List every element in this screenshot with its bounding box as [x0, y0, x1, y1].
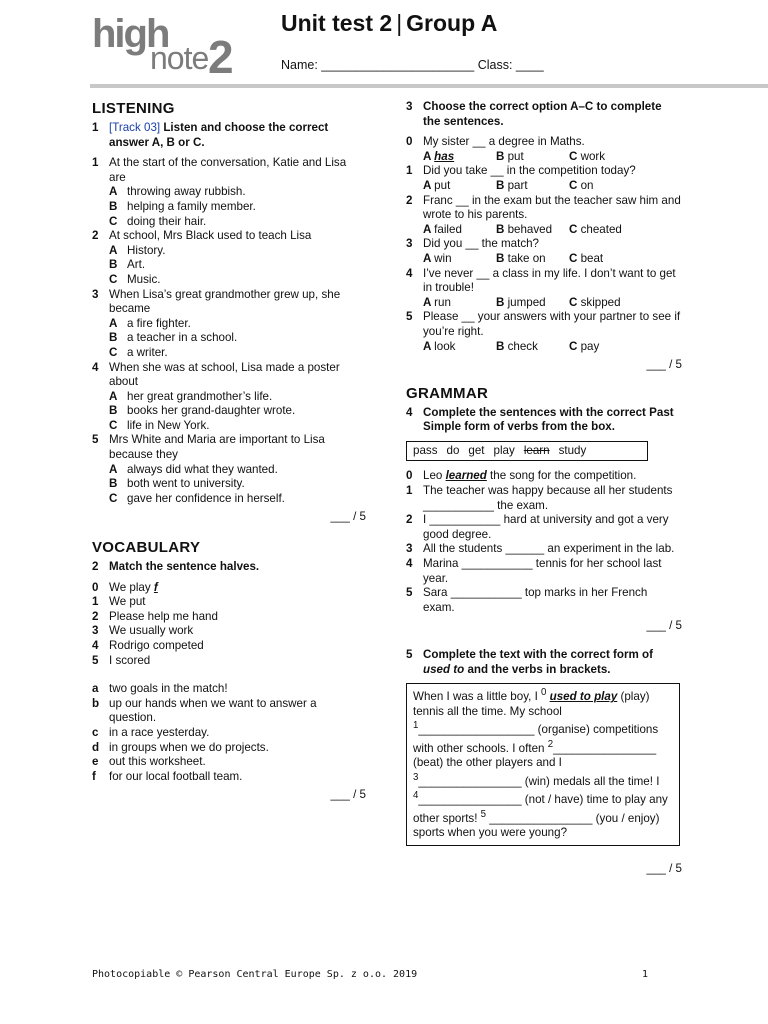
answer-option — [92, 317, 366, 332]
sentence-half: We usually work — [109, 624, 194, 638]
question-number: 1 — [92, 156, 99, 170]
vocabulary-instruction — [92, 560, 366, 575]
sentence-row — [406, 513, 682, 542]
logo-number: 2 — [208, 31, 234, 83]
option-text: part — [507, 178, 528, 192]
option-b — [496, 179, 569, 194]
vocabulary-heading: VOCABULARY — [92, 539, 201, 557]
listening-heading: LISTENING — [92, 100, 175, 117]
option-text: behaved — [507, 222, 553, 236]
question-text: Did you __ the match? — [423, 237, 540, 251]
sentence-half-text — [109, 654, 366, 669]
usedto-instruction — [406, 648, 682, 677]
usedto-score: ___ / 5 — [646, 861, 682, 875]
option-a — [423, 340, 496, 355]
answer-option — [92, 477, 366, 492]
question-row — [92, 433, 366, 462]
option-letter: C — [109, 345, 118, 359]
sentence-half: We play — [109, 580, 151, 594]
option-letter: B — [109, 404, 118, 418]
option-a — [423, 223, 496, 238]
item-number: 3 — [406, 542, 413, 556]
instruction-number: 5 — [406, 648, 413, 661]
sentence-half-text: in a race yesterday. — [109, 725, 210, 739]
option-letter: C — [569, 251, 581, 265]
answer-options — [406, 296, 682, 311]
instruction-number: 2 — [92, 560, 99, 574]
item-number: 2 — [406, 513, 413, 527]
option-b — [496, 340, 569, 355]
question-row — [406, 194, 682, 223]
option-letter: C — [569, 149, 581, 163]
option-text: has — [434, 149, 455, 163]
answer-option — [92, 492, 366, 507]
instruction-text: Match the sentence halves. — [109, 560, 260, 574]
sentence-half: We put — [109, 595, 146, 609]
sentence-half: I scored — [109, 653, 151, 667]
option-text: beat — [580, 251, 604, 265]
question-row — [406, 237, 682, 252]
choose-instruction — [406, 100, 682, 129]
option-letter: B — [496, 178, 508, 192]
question-text: Franc __ in the exam but the teacher saw him and wrote to his parents. — [423, 193, 681, 222]
answer-option — [92, 404, 366, 419]
answer-options — [406, 223, 682, 238]
instruction-number: 3 — [406, 100, 413, 113]
answer-options — [406, 179, 682, 194]
gap-number: 4 — [413, 790, 419, 802]
sentence-half-row — [92, 741, 366, 756]
option-c — [569, 150, 605, 165]
box-word: study — [558, 443, 587, 457]
sentence-half: Please help me hand — [109, 609, 218, 623]
option-c — [569, 296, 621, 311]
option-letter: A — [109, 185, 118, 199]
title-group: Group A — [406, 10, 498, 36]
question-text: Mrs White and Maria are important to Lisa because they — [109, 433, 325, 462]
option-c — [569, 179, 594, 194]
item-letter: f — [92, 769, 96, 783]
option-letter: B — [109, 258, 118, 272]
answer-option — [92, 273, 366, 288]
gap-number: 5 — [480, 808, 487, 820]
instruction-text-start: Complete the text with the correct form of — [423, 648, 653, 661]
item-number: 4 — [92, 639, 99, 652]
grammar-instruction — [406, 406, 682, 435]
sentence-row — [406, 484, 682, 513]
box-word: learn — [523, 443, 550, 457]
right-column — [406, 100, 682, 876]
sentence-half-text: up our hands when we want to answer a question. — [109, 696, 317, 725]
question-row — [92, 361, 366, 390]
listening-instruction — [92, 121, 366, 150]
gap-number: 2 — [547, 738, 554, 750]
option-b — [496, 223, 569, 238]
option-letter: C — [569, 178, 581, 192]
question-text: Did you take __ in the competition today? — [423, 164, 636, 178]
copyright-footer: Photocopiable © Pearson Central Europe Sp. z o.o. 2019 — [92, 969, 418, 980]
question-text: Please __ your answers with your partner to see if you’re right. — [423, 310, 681, 338]
used-to-text-box — [406, 683, 680, 846]
option-text: a fire fighter. — [127, 316, 191, 330]
answer-option — [92, 258, 366, 273]
option-letter: A — [109, 389, 118, 403]
example-text-start: Leo — [423, 469, 446, 483]
answer-option — [92, 244, 366, 259]
header-divider — [90, 84, 768, 88]
instruction-emphasis: used to — [423, 662, 465, 676]
option-a — [423, 179, 496, 194]
option-text: look — [434, 339, 456, 353]
question-text: At school, Mrs Black used to teach Lisa — [109, 229, 312, 243]
option-text: take on — [507, 251, 546, 265]
title-unit: Unit test 2 — [281, 10, 393, 36]
option-letter: B — [496, 251, 508, 265]
item-letter: d — [92, 740, 100, 754]
option-a — [423, 252, 496, 267]
vocabulary-first-halves — [92, 581, 366, 669]
option-letter: C — [109, 491, 118, 505]
option-text: doing their hair. — [127, 214, 207, 228]
example-answer: learned — [445, 469, 487, 483]
sentence-half-row — [92, 770, 366, 785]
option-text: gave her confidence in herself. — [127, 491, 285, 505]
box-word: play — [493, 443, 515, 457]
question-number: 5 — [406, 310, 413, 324]
question-number: 4 — [92, 360, 99, 374]
text-part: When I was a little boy, I — [413, 690, 542, 704]
option-b — [496, 296, 569, 311]
high-note-logo — [92, 10, 252, 83]
sentence-text: All the students ______ an experiment in the lab. — [423, 542, 675, 556]
gap-number: 0 — [541, 687, 547, 699]
question-text: I’ve never __ a class in my life. I don’t want to get in trouble! — [423, 266, 676, 295]
option-text: cheated — [580, 222, 622, 236]
grammar-sentences — [406, 484, 682, 615]
gap-number: 3 — [413, 771, 419, 783]
answer-options — [406, 252, 682, 267]
option-letter: C — [569, 222, 581, 236]
option-letter: C — [569, 339, 581, 353]
option-text: a teacher in a school. — [127, 331, 238, 345]
sentence-text: I ___________ hard at university and got a very good degree. — [423, 513, 669, 541]
question-number: 3 — [406, 237, 413, 251]
option-letter: A — [423, 178, 435, 192]
option-text: failed — [434, 222, 462, 236]
sentence-half-text — [109, 595, 366, 610]
sentence-half-row — [92, 624, 366, 639]
question-number: 2 — [406, 193, 413, 207]
sentence-half-text — [109, 639, 366, 654]
item-letter: e — [92, 755, 99, 769]
sentence-half-row — [92, 654, 366, 669]
option-text: both went to university. — [127, 477, 245, 491]
question-row — [92, 229, 366, 244]
option-text: run — [434, 295, 451, 309]
option-text: books her grand-daughter wrote. — [127, 404, 296, 418]
left-column — [92, 100, 366, 803]
item-number: 3 — [92, 624, 99, 638]
option-text: always did what they wanted. — [127, 462, 278, 476]
answer-options — [406, 340, 682, 355]
track-reference: [Track 03] — [109, 121, 161, 134]
question-row — [406, 164, 682, 179]
page-title — [281, 8, 497, 38]
sentence-half-row — [92, 697, 366, 726]
item-letter: a — [92, 682, 99, 696]
option-letter: C — [109, 418, 118, 432]
option-text: jumped — [507, 295, 546, 309]
option-c — [569, 252, 603, 267]
answer-option — [92, 419, 366, 434]
option-text: work — [580, 149, 606, 163]
option-text: Music. — [127, 272, 161, 286]
option-letter: B — [496, 222, 508, 236]
option-b — [496, 150, 569, 165]
text-part: __________________ (organise) competitions with other schools. I often — [413, 723, 659, 755]
question-row — [92, 288, 366, 317]
option-letter: B — [109, 477, 118, 491]
logo-note: note — [150, 40, 209, 76]
sentence-row — [406, 586, 682, 615]
sentence-text: Sara ___________ top marks in her French exam. — [423, 586, 648, 614]
question-number: 0 — [406, 135, 413, 149]
option-letter: C — [109, 272, 118, 286]
page-number: 1 — [642, 969, 649, 980]
word-box — [406, 441, 648, 462]
option-text: check — [507, 339, 538, 353]
option-letter: B — [496, 295, 508, 309]
sentence-half-row — [92, 682, 366, 697]
text-part: ________________ (beat) the other players and I — [413, 741, 657, 770]
sentence-half-row — [92, 726, 366, 741]
gap-number: 1 — [413, 720, 419, 732]
question-text: At the start of the conversation, Katie and Lisa are — [109, 156, 347, 184]
grammar-score: ___ / 5 — [646, 619, 682, 633]
sentence-row — [406, 557, 682, 586]
instruction-text: Complete the sentences with the correct Past Simple form of verbs from the box. — [423, 405, 674, 434]
sentence-half-row — [92, 610, 366, 625]
option-text: her great grandmother’s life. — [127, 389, 273, 403]
sentence-half-text — [109, 624, 366, 639]
option-text: on — [580, 178, 594, 192]
question-text: When Lisa’s great grandmother grew up, she became — [109, 287, 341, 316]
sentence-half-text: out this worksheet. — [109, 755, 206, 769]
item-number: 0 — [92, 580, 99, 594]
option-letter: A — [423, 222, 435, 236]
choose-questions — [406, 135, 682, 354]
option-letter: B — [496, 339, 508, 353]
option-b — [496, 252, 569, 267]
question-text: My sister __ a degree in Maths. — [423, 135, 585, 149]
option-text: life in New York. — [127, 418, 210, 432]
vocabulary-score: ___ / 5 — [330, 788, 366, 802]
option-letter: A — [109, 316, 118, 330]
question-row — [406, 135, 682, 150]
question-row — [92, 156, 366, 185]
item-number: 2 — [92, 609, 99, 623]
question-number: 3 — [92, 287, 99, 301]
choose-score: ___ / 5 — [646, 358, 682, 372]
option-text: skipped — [580, 295, 621, 309]
option-text: History. — [127, 243, 166, 257]
sentence-half-text: for our local football team. — [109, 769, 243, 783]
sentence-half-row — [92, 639, 366, 654]
item-number: 5 — [92, 653, 99, 667]
title-separator: | — [396, 10, 403, 36]
answer-options — [406, 150, 682, 165]
answer-option — [92, 331, 366, 346]
option-text: pay — [580, 339, 600, 353]
option-letter: B — [109, 331, 118, 345]
example-text-end: the song for the competition. — [486, 469, 637, 483]
example-answer: used to play — [549, 690, 618, 704]
option-c — [569, 223, 622, 238]
sentence-half: Rodrigo competed — [109, 639, 204, 652]
option-letter: A — [109, 462, 118, 476]
box-word: get — [468, 443, 485, 457]
option-letter: A — [423, 295, 435, 309]
option-letter: B — [496, 149, 508, 163]
instruction-text: Choose the correct option A–C to complete the sentences. — [423, 100, 662, 128]
sentence-half-row — [92, 755, 366, 770]
option-letter: B — [109, 199, 118, 213]
option-letter: C — [569, 295, 581, 309]
option-letter: A — [109, 243, 118, 257]
sentence-half-text: in groups when we do projects. — [109, 740, 269, 754]
answer-option — [92, 200, 366, 215]
question-number: 2 — [92, 229, 99, 243]
text-part: (play) tennis all the time. My school — [413, 690, 650, 718]
example-answer: f — [153, 580, 158, 594]
box-word: pass — [413, 443, 438, 457]
instruction-number: 1 — [92, 121, 99, 134]
option-letter: A — [423, 339, 435, 353]
option-text: throwing away rubbish. — [127, 185, 246, 199]
sentence-text: Marina ___________ tennis for her school last year. — [423, 557, 662, 585]
item-number: 0 — [406, 469, 413, 483]
question-number: 4 — [406, 266, 413, 280]
name-class-line: Name: ______________________ Class: ____ — [281, 58, 544, 72]
answer-option — [92, 215, 366, 230]
vocabulary-second-halves — [92, 682, 366, 784]
answer-option — [92, 463, 366, 478]
answer-option — [92, 390, 366, 405]
grammar-example — [406, 469, 682, 484]
option-c — [569, 340, 599, 355]
answer-option — [92, 346, 366, 361]
logo-high: high — [92, 12, 169, 56]
text-part: ________________ (you / enjoy) sports when you were young? — [413, 811, 660, 840]
text-part: ________________ (not / have) time to play any other sports! — [413, 793, 668, 825]
listening-questions — [92, 156, 366, 506]
instruction-number: 4 — [406, 405, 413, 419]
option-text: put — [507, 149, 524, 163]
sentence-half-text — [109, 581, 366, 596]
sentence-half-text: two goals in the match! — [109, 682, 228, 696]
box-word: do — [446, 443, 460, 457]
answer-option — [92, 185, 366, 200]
option-letter: C — [109, 214, 118, 228]
option-a — [423, 150, 496, 165]
item-letter: b — [92, 696, 100, 710]
listening-score: ___ / 5 — [330, 510, 366, 524]
grammar-heading: GRAMMAR — [406, 384, 489, 402]
sentence-half-text — [109, 610, 366, 625]
item-number: 5 — [406, 586, 413, 600]
sentence-text: The teacher was happy because all her students ___________ the exam. — [423, 484, 673, 512]
instruction-text-end: and the verbs in brackets. — [464, 662, 611, 676]
item-number: 1 — [92, 595, 99, 609]
question-row — [406, 310, 682, 339]
item-number: 1 — [406, 484, 413, 498]
text-part: ________________ (win) medals all the time! I — [418, 774, 660, 788]
sentence-half-row — [92, 595, 366, 610]
question-text: When she was at school, Lisa made a poster about — [109, 360, 340, 389]
sentence-half-row — [92, 581, 366, 596]
option-letter: A — [423, 149, 435, 163]
question-number: 5 — [92, 433, 99, 447]
option-text: a writer. — [127, 345, 168, 359]
option-text: helping a family member. — [127, 199, 256, 213]
question-number: 1 — [406, 164, 413, 178]
option-letter: A — [423, 251, 435, 265]
option-text: put — [434, 178, 451, 192]
item-letter: c — [92, 725, 99, 739]
instruction-text: Listen and choose the correct answer A, B or C. — [109, 121, 329, 149]
question-row — [406, 267, 682, 296]
option-a — [423, 296, 496, 311]
sentence-row — [406, 542, 682, 557]
item-number: 4 — [406, 557, 413, 571]
option-text: win — [434, 251, 452, 265]
option-text: Art. — [127, 258, 146, 272]
